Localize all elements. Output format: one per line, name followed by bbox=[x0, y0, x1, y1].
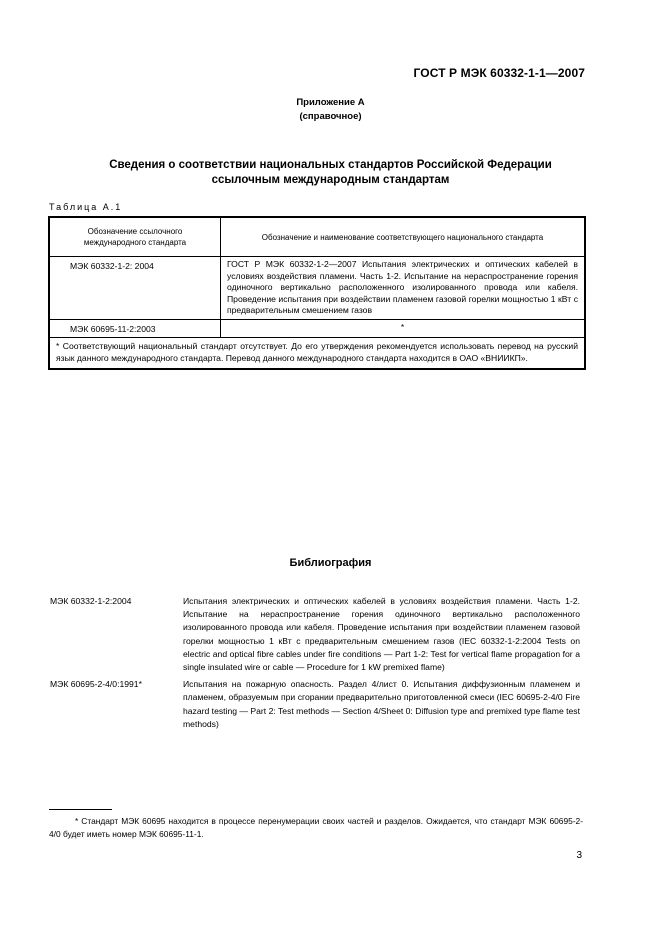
annex-heading bbox=[0, 96, 661, 124]
page-number: 3 bbox=[576, 850, 582, 861]
bibliography-ref: МЭК 60695-2-4/0:1991* bbox=[50, 679, 142, 690]
section-title-line-2: ссылочным международным стандартам bbox=[211, 174, 450, 186]
table-cell-reference: МЭК 60695-11-2:2003 bbox=[49, 319, 221, 338]
table-header-national: Обозначение и наименование соответствующего национального стандарта bbox=[221, 217, 586, 257]
table-header-row bbox=[49, 217, 585, 257]
bibliography-list bbox=[50, 595, 580, 735]
section-title bbox=[60, 158, 601, 188]
annex-subtitle: (справочное) bbox=[299, 111, 362, 122]
section-title-line-1: Сведения о соответствии национальных стандартов Российской Федерации bbox=[109, 159, 552, 171]
bibliography-text: Испытания на пожарную опасность. Раздел 4/лист 0. Испытания диффузионным пламенем и пламенем, образуемым при сгорании предварительно приготовленной смеси (IEC 60695-2-4/0 Fire hazard testing — Part 2: Test methods — Section 4/Sheet 0: Diffusion type and premixed type flame test methods) bbox=[183, 679, 580, 729]
document-number: ГОСТ Р МЭК 60332-1-1—2007 bbox=[413, 66, 585, 80]
footnote-separator bbox=[49, 809, 112, 810]
table-header-reference: Обозначение ссылочного международного стандарта bbox=[49, 217, 221, 257]
bibliography-entry bbox=[50, 678, 580, 731]
bibliography-ref: МЭК 60332-1-2:2004 bbox=[50, 596, 132, 606]
footnote: * Стандарт МЭК 60695 находится в процессе перенумерации своих частей и разделов. Ожидается, что стандарт МЭК 60695-2-4/0 будет иметь номер МЭК 60695-11-1. bbox=[49, 816, 583, 839]
table-note-row bbox=[49, 338, 585, 370]
bibliography-text: Испытания электрических и оптических кабелей в условиях воздействия пламени. Часть 1-2. Испытание на нераспространение горения одиночного вертикально расположенного изолированного провода или кабеля. Проведение испытания при воздействии пламенем газовой горелки мощностью 1 кВт с предварительным смешением газов (IEC 60332-1-2:2004 Tests on electric and optical fibre cables under fire conditions — Part 1-2: Test for vertical flame propagation for a single insulated wire or cable — Procedure for 1 kW premixed flame) bbox=[183, 596, 580, 673]
correspondence-table bbox=[48, 216, 586, 370]
table-note: * Соответствующий национальный стандарт отсутствует. До его утверждения рекомендуется использовать перевод на русский язык данного международного стандарта. Перевод данного международного стандарта находится в ОАО «ВНИИКП». bbox=[49, 338, 585, 370]
table-cell-reference: МЭК 60332-1-2: 2004 bbox=[49, 257, 221, 320]
table-cell-national: * bbox=[221, 319, 586, 338]
table-row bbox=[49, 257, 585, 320]
table-label: Таблица А.1 bbox=[49, 202, 123, 212]
bibliography-entry bbox=[50, 595, 580, 674]
annex-title: Приложение А bbox=[296, 97, 365, 108]
table-cell-national: ГОСТ Р МЭК 60332-1-2—2007 Испытания электрических и оптических кабелей в условиях воздействия пламени. Часть 1-2. Испытание на нераспространение горения одиночного вертикально расположенного изолированного провода или кабеля. Проведение испытания при воздействии пламенем газовой горелки мощностью 1 кВт с предварительным смешением газов bbox=[221, 257, 586, 320]
bibliography-title: Библиография bbox=[289, 557, 372, 569]
table-row bbox=[49, 319, 585, 338]
